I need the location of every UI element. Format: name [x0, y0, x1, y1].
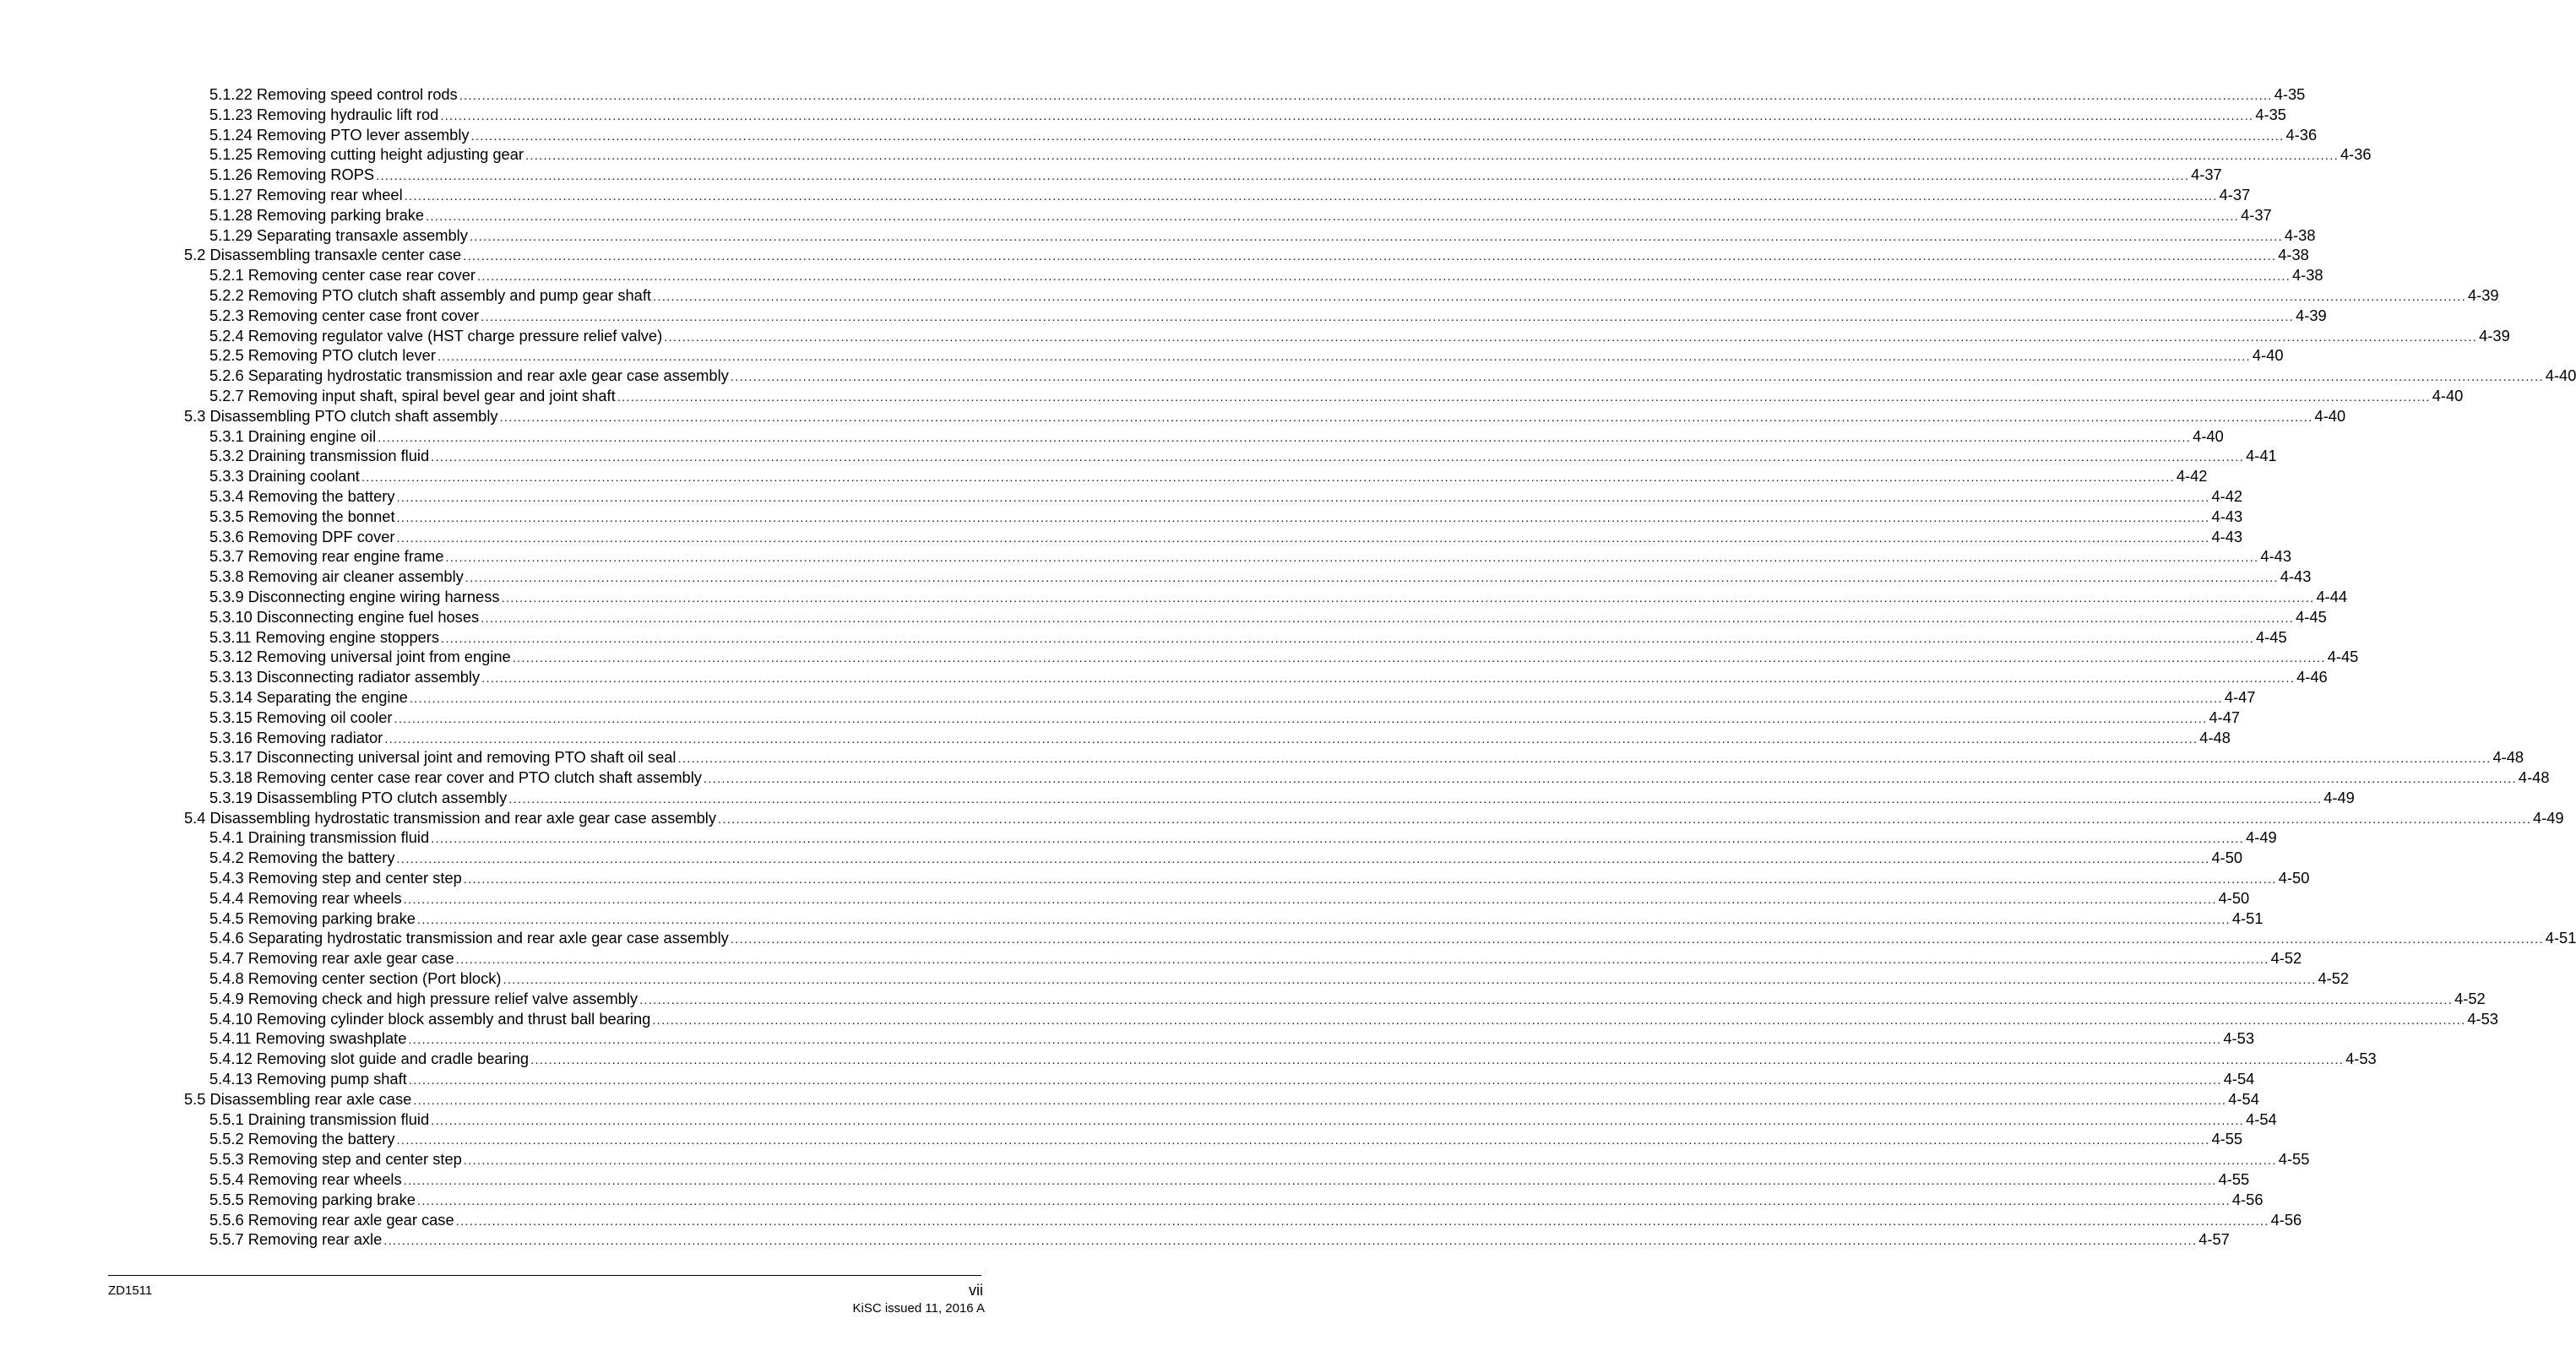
toc-dot-leader: ................................................................................................................................................................................................................................................................................................................................................................................................................: [396, 852, 2210, 867]
toc-subsection-entry[interactable]: [184, 144, 2372, 165]
toc-subsection-entry[interactable]: [184, 527, 2243, 547]
toc-dot-leader: ................................................................................................................................................................................................................................................................................................................................................................................................................: [469, 229, 2283, 244]
toc-entry-page: 4-48: [2492, 748, 2524, 767]
toc-entry-page: 4-43: [2211, 507, 2243, 525]
toc-dot-leader: ................................................................................................................................................................................................................................................................................................................................................................................................................: [384, 731, 2198, 746]
toc-entry-title: 5.1.22 Removing speed control rods: [209, 85, 458, 103]
toc-dot-leader: ................................................................................................................................................................................................................................................................................................................................................................................................................: [455, 1213, 2269, 1229]
toc-entry-page: 4-45: [2327, 648, 2359, 666]
toc-dot-leader: ................................................................................................................................................................................................................................................................................................................................................................................................................: [652, 289, 2466, 304]
toc-entry-title: 5.4.1 Draining transmission fluid: [209, 828, 430, 847]
footer-page-number: vii: [969, 1282, 983, 1299]
toc-dot-leader: ................................................................................................................................................................................................................................................................................................................................................................................................................: [431, 450, 2245, 465]
toc-subsection-entry[interactable]: [184, 1210, 2302, 1230]
toc-subsection-entry[interactable]: [184, 84, 2306, 105]
toc-entry-title: 5.5.3 Removing step and center step: [209, 1150, 462, 1169]
toc-entry-page: 4-55: [2211, 1130, 2243, 1148]
toc-dot-leader: ................................................................................................................................................................................................................................................................................................................................................................................................................: [396, 530, 2210, 545]
toc-subsection-entry[interactable]: [184, 728, 2231, 748]
toc-subsection-entry[interactable]: [184, 687, 2256, 708]
toc-subsection-entry[interactable]: [184, 928, 2576, 948]
toc-entry-title: 5.2.3 Removing center case front cover: [209, 306, 480, 324]
toc-dot-leader: ................................................................................................................................................................................................................................................................................................................................................................................................................: [499, 410, 2313, 425]
toc-entry-title: 5.5.7 Removing rear axle: [209, 1230, 383, 1249]
toc-entry-page: 4-35: [2274, 85, 2306, 103]
toc-dot-leader: ................................................................................................................................................................................................................................................................................................................................................................................................................: [396, 490, 2210, 505]
toc-dot-leader: ................................................................................................................................................................................................................................................................................................................................................................................................................: [431, 1113, 2245, 1128]
toc-subsection-entry[interactable]: [184, 567, 2312, 587]
toc-entry-title: 5.5.6 Removing rear axle gear case: [209, 1210, 454, 1229]
toc-subsection-entry[interactable]: [184, 326, 2510, 346]
toc-entry-page: 4-48: [2199, 728, 2231, 746]
toc-entry-title: 5.4.6 Separating hydrostatic transmission and rear axle gear case assembly: [209, 929, 729, 947]
toc-entry-page: 4-37: [2191, 165, 2222, 184]
toc-entry-page: 4-41: [2246, 447, 2277, 465]
toc-entry-title: 5.4.8 Removing center section (Port block): [209, 969, 502, 988]
toc-entry-title: 5.4.3 Removing step and center step: [209, 869, 462, 887]
toc-entry-title: 5.3.18 Removing center case rear cover and PTO clutch shaft assembly: [209, 768, 702, 787]
toc-entry-page: 4-53: [2345, 1050, 2377, 1068]
toc-subsection-entry[interactable]: [184, 708, 2241, 728]
toc-subsection-entry[interactable]: [184, 366, 2576, 386]
toc-entry-title: 5.1.28 Removing parking brake: [209, 205, 425, 224]
toc-entry-title: 5.3.17 Disconnecting universal joint and removing PTO shaft oil seal: [209, 748, 677, 767]
toc-dot-leader: ................................................................................................................................................................................................................................................................................................................................................................................................................: [404, 188, 2218, 203]
toc-subsection-entry[interactable]: [184, 225, 2316, 246]
toc-entry-title: 5.5.5 Removing parking brake: [209, 1190, 416, 1208]
toc-entry-title: 5.3.10 Disconnecting engine fuel hoses: [209, 607, 480, 626]
toc-subsection-entry[interactable]: [184, 285, 2499, 306]
toc-entry-page: 4-54: [2246, 1110, 2277, 1128]
toc-dot-leader: ................................................................................................................................................................................................................................................................................................................................................................................................................: [376, 169, 2190, 184]
toc-subsection-entry[interactable]: [184, 507, 2243, 527]
toc-entry-title: 5.2.2 Removing PTO clutch shaft assembly and pump gear shaft: [209, 285, 651, 304]
toc-dot-leader: ................................................................................................................................................................................................................................................................................................................................................................................................................: [445, 551, 2259, 566]
toc-entry-page: 4-45: [2256, 627, 2287, 646]
toc-subsection-entry[interactable]: [184, 768, 2550, 788]
toc-subsection-entry[interactable]: [184, 466, 2208, 486]
toc-subsection-entry[interactable]: [184, 827, 2277, 848]
toc-dot-leader: ................................................................................................................................................................................................................................................................................................................................................................................................................: [463, 1153, 2277, 1169]
toc-entry-title: 5.5.2 Removing the battery: [209, 1130, 395, 1148]
toc-entry-page: 4-50: [2278, 869, 2310, 887]
toc-entry-page: 4-43: [2280, 567, 2312, 586]
toc-entry-title: 5.2.6 Separating hydrostatic transmission and rear axle gear case assembly: [209, 366, 729, 385]
toc-entry-page: 4-40: [2193, 426, 2224, 445]
toc-dot-leader: ................................................................................................................................................................................................................................................................................................................................................................................................................: [455, 952, 2269, 968]
toc-entry-page: 4-43: [2260, 547, 2292, 566]
toc-entry-title: 5.1.23 Removing hydraulic lift rod: [209, 105, 439, 123]
toc-entry-page: 4-37: [2219, 185, 2251, 203]
toc-entry-title: 5.3.14 Separating the engine: [209, 687, 408, 706]
toc-entry-title: 5.1.29 Separating transaxle assembly: [209, 225, 468, 244]
toc-entry-title: 5.5.1 Draining transmission fluid: [209, 1110, 430, 1128]
toc-entry-page: 4-40: [2432, 386, 2464, 404]
toc-entry-page: 4-39: [2467, 285, 2499, 304]
toc-subsection-entry[interactable]: [184, 125, 2318, 145]
toc-entry-page: 4-37: [2241, 205, 2272, 224]
toc-subsection-entry[interactable]: [184, 888, 2250, 909]
toc-dot-leader: ................................................................................................................................................................................................................................................................................................................................................................................................................: [441, 631, 2255, 646]
toc-entry-page: 4-50: [2211, 849, 2243, 867]
toc-entry-title: 5.3.13 Disconnecting radiator assembly: [209, 668, 481, 686]
toc-entry-title: 5.3.9 Disconnecting engine wiring harness: [209, 587, 500, 605]
toc-entry-page: 4-48: [2518, 768, 2550, 787]
toc-dot-leader: ................................................................................................................................................................................................................................................................................................................................................................................................................: [408, 1033, 2222, 1048]
toc-entry-title: 5.1.24 Removing PTO lever assembly: [209, 125, 470, 144]
toc-entry-page: 4-40: [2252, 346, 2284, 365]
toc-subsection-entry[interactable]: [184, 667, 2328, 687]
toc-entry-title: 5.3 Disassembling PTO clutch shaft assembly: [184, 406, 498, 425]
toc-subsection-entry[interactable]: [184, 989, 2486, 1009]
toc-entry-page: 4-38: [2278, 246, 2309, 264]
toc-subsection-entry[interactable]: [184, 105, 2286, 125]
toc-dot-leader: ................................................................................................................................................................................................................................................................................................................................................................................................................: [481, 610, 2295, 626]
toc-entry-title: 5.3.12 Removing universal joint from engine: [209, 648, 511, 666]
toc-subsection-entry[interactable]: [184, 185, 2251, 205]
toc-dot-leader: ................................................................................................................................................................................................................................................................................................................................................................................................................: [463, 872, 2277, 887]
toc-entry-page: 4-36: [2340, 145, 2372, 164]
toc-entry-page: 4-35: [2255, 105, 2286, 123]
toc-entry-page: 4-38: [2292, 266, 2323, 285]
toc-dot-leader: ................................................................................................................................................................................................................................................................................................................................................................................................................: [396, 510, 2210, 525]
toc-entry-page: 4-42: [2211, 486, 2243, 505]
toc-dot-leader: ................................................................................................................................................................................................................................................................................................................................................................................................................: [508, 791, 2323, 806]
toc-dot-leader: ................................................................................................................................................................................................................................................................................................................................................................................................................: [730, 932, 2544, 947]
toc-entry-title: 5.3.3 Draining coolant: [209, 467, 360, 486]
toc-dot-leader: ................................................................................................................................................................................................................................................................................................................................................................................................................: [437, 350, 2251, 365]
toc-entry-title: 5.3.16 Removing radiator: [209, 728, 383, 746]
footer-issue-note: KiSC issued 11, 2016 A: [852, 1301, 985, 1316]
toc-entry-title: 5.2.5 Removing PTO clutch lever: [209, 346, 436, 365]
toc-subsection-entry[interactable]: [184, 1190, 2264, 1210]
toc-section-entry[interactable]: [184, 808, 2564, 828]
toc-entry-title: 5.3.19 Disassembling PTO clutch assembly: [209, 788, 508, 806]
toc-entry-page: 4-53: [2467, 1009, 2498, 1028]
toc-entry-title: 5.4.13 Removing pump shaft: [209, 1070, 407, 1088]
toc-dot-leader: ................................................................................................................................................................................................................................................................................................................................................................................................................: [431, 832, 2245, 847]
toc-entry-page: 4-51: [2231, 909, 2264, 927]
toc-entry-page: 4-43: [2211, 527, 2243, 545]
toc-entry-title: 5.2 Disassembling transaxle center case: [184, 246, 462, 264]
toc-entry-title: 5.4.11 Removing swashplate: [209, 1029, 407, 1048]
toc-subsection-entry[interactable]: [184, 306, 2327, 326]
toc-subsection-entry[interactable]: [184, 1229, 2230, 1250]
toc-subsection-entry[interactable]: [184, 788, 2355, 808]
toc-entry-page: 4-55: [2218, 1170, 2250, 1189]
toc-entry-title: 5.4.5 Removing parking brake: [209, 909, 416, 927]
toc-dot-leader: ................................................................................................................................................................................................................................................................................................................................................................................................................: [403, 892, 2217, 907]
toc-dot-leader: ................................................................................................................................................................................................................................................................................................................................................................................................................: [426, 209, 2240, 224]
toc-entry-title: 5.3.6 Removing DPF cover: [209, 527, 395, 545]
footer-divider: [108, 1275, 981, 1276]
toc-entry-page: 4-55: [2278, 1150, 2310, 1169]
toc-entry-page: 4-38: [2284, 225, 2316, 244]
toc-entry-page: 4-45: [2296, 607, 2327, 626]
toc-dot-leader: ................................................................................................................................................................................................................................................................................................................................................................................................................: [470, 128, 2285, 144]
toc-entry-page: 4-52: [2270, 949, 2302, 968]
toc-entry-title: 5.4.9 Removing check and high pressure relief valve assembly: [209, 989, 639, 1007]
toc-entry-title: 5.2.7 Removing input shaft, spiral bevel gear and joint shaft: [209, 386, 616, 404]
toc-dot-leader: ................................................................................................................................................................................................................................................................................................................................................................................................................: [416, 1193, 2231, 1208]
toc-entry-title: 5.1.25 Removing cutting height adjusting gear: [209, 145, 524, 164]
toc-dot-leader: ................................................................................................................................................................................................................................................................................................................................................................................................................: [730, 370, 2544, 385]
toc-subsection-entry[interactable]: [184, 546, 2292, 567]
toc-entry-page: 4-49: [2323, 788, 2355, 806]
toc-entry-title: 5.4.7 Removing rear axle gear case: [209, 949, 454, 968]
toc-dot-leader: ................................................................................................................................................................................................................................................................................................................................................................................................................: [652, 1012, 2466, 1028]
toc-entry-title: 5.3.11 Removing engine stoppers: [209, 627, 440, 646]
toc-subsection-entry[interactable]: [184, 1149, 2310, 1169]
toc-dot-leader: ................................................................................................................................................................................................................................................................................................................................................................................................................: [378, 430, 2192, 445]
toc-dot-leader: ................................................................................................................................................................................................................................................................................................................................................................................................................: [524, 149, 2339, 164]
toc-dot-leader: ................................................................................................................................................................................................................................................................................................................................................................................................................: [530, 1053, 2345, 1068]
toc-entry-title: 5.1.27 Removing rear wheel: [209, 185, 403, 203]
toc-entry-page: 4-42: [2176, 467, 2208, 486]
toc-entry-title: 5.4.2 Removing the battery: [209, 849, 395, 867]
toc-entry-page: 4-52: [2318, 969, 2350, 988]
toc-entry-title: 5.3.15 Removing oil cooler: [209, 708, 393, 726]
toc-dot-leader: ................................................................................................................................................................................................................................................................................................................................................................................................................: [703, 772, 2517, 787]
toc-subsection-entry[interactable]: [184, 587, 2348, 607]
toc-dot-leader: ................................................................................................................................................................................................................................................................................................................................................................................................................: [477, 269, 2291, 285]
toc-subsection-entry[interactable]: [184, 909, 2264, 929]
toc-subsection-entry[interactable]: [184, 968, 2350, 989]
toc-subsection-entry[interactable]: [184, 747, 2524, 768]
toc-entry-title: 5.4.12 Removing slot guide and cradle bearing: [209, 1050, 530, 1068]
toc-entry-title: 5.3.1 Draining engine oil: [209, 426, 377, 445]
toc-subsection-entry[interactable]: [184, 426, 2224, 447]
toc-subsection-entry[interactable]: [184, 1129, 2243, 1149]
toc-entry-page: 4-49: [2532, 808, 2564, 827]
toc-subsection-entry[interactable]: [184, 345, 2284, 366]
toc-subsection-entry[interactable]: [184, 446, 2277, 466]
toc-dot-leader: ................................................................................................................................................................................................................................................................................................................................................................................................................: [440, 108, 2254, 123]
toc-subsection-entry[interactable]: [184, 486, 2243, 507]
toc-dot-leader: ................................................................................................................................................................................................................................................................................................................................................................................................................: [664, 329, 2478, 345]
toc-subsection-entry[interactable]: [184, 1110, 2277, 1130]
toc-dot-leader: ................................................................................................................................................................................................................................................................................................................................................................................................................: [394, 711, 2208, 726]
toc-subsection-entry[interactable]: [184, 265, 2323, 285]
footer-doc-code: ZD1511: [108, 1283, 153, 1298]
toc-dot-leader: ................................................................................................................................................................................................................................................................................................................................................................................................................: [361, 470, 2175, 486]
toc-entry-title: 5.5.4 Removing rear wheels: [209, 1170, 402, 1189]
toc-subsection-entry[interactable]: [184, 1069, 2255, 1089]
toc-entry-page: 4-44: [2316, 587, 2348, 605]
toc-entry-page: 4-57: [2198, 1230, 2230, 1249]
toc-dot-leader: ................................................................................................................................................................................................................................................................................................................................................................................................................: [717, 811, 2531, 827]
toc-entry-page: 4-40: [2314, 406, 2346, 425]
toc-section-entry[interactable]: [184, 1089, 2259, 1110]
toc-dot-leader: ................................................................................................................................................................................................................................................................................................................................................................................................................: [481, 671, 2296, 686]
toc-subsection-entry[interactable]: [184, 205, 2272, 225]
table-of-contents: [184, 84, 2576, 1250]
toc-dot-leader: ................................................................................................................................................................................................................................................................................................................................................................................................................: [617, 389, 2431, 404]
toc-entry-title: 5.3.4 Removing the battery: [209, 486, 395, 505]
toc-entry-page: 4-56: [2231, 1190, 2264, 1208]
toc-section-entry[interactable]: [184, 245, 2309, 265]
toc-dot-leader: ................................................................................................................................................................................................................................................................................................................................................................................................................: [413, 1093, 2227, 1108]
toc-entry-title: 5.3.2 Draining transmission fluid: [209, 447, 430, 465]
toc-entry-page: 4-49: [2246, 828, 2277, 847]
toc-dot-leader: ................................................................................................................................................................................................................................................................................................................................................................................................................: [459, 89, 2273, 103]
toc-entry-page: 4-54: [2228, 1089, 2259, 1108]
toc-dot-leader: ................................................................................................................................................................................................................................................................................................................................................................................................................: [465, 571, 2279, 586]
toc-dot-leader: ................................................................................................................................................................................................................................................................................................................................................................................................................: [501, 590, 2315, 605]
toc-subsection-entry[interactable]: [184, 848, 2243, 868]
toc-dot-leader: ................................................................................................................................................................................................................................................................................................................................................................................................................: [409, 691, 2223, 706]
toc-entry-page: 4-36: [2285, 125, 2318, 144]
toc-subsection-entry[interactable]: [184, 607, 2327, 627]
toc-entry-page: 4-47: [2224, 687, 2256, 706]
toc-entry-page: 4-50: [2218, 888, 2250, 907]
toc-dot-leader: ................................................................................................................................................................................................................................................................................................................................................................................................................: [396, 1133, 2210, 1148]
toc-dot-leader: ................................................................................................................................................................................................................................................................................................................................................................................................................: [512, 651, 2326, 666]
toc-dot-leader: ................................................................................................................................................................................................................................................................................................................................................................................................................: [639, 992, 2454, 1007]
toc-entry-page: 4-40: [2545, 366, 2576, 385]
toc-dot-leader: ................................................................................................................................................................................................................................................................................................................................................................................................................: [503, 973, 2317, 988]
toc-entry-title: 5.4 Disassembling hydrostatic transmission and rear axle gear case assembly: [184, 808, 716, 827]
toc-dot-leader: ................................................................................................................................................................................................................................................................................................................................................................................................................: [677, 751, 2492, 767]
toc-entry-title: 5.1.26 Removing ROPS: [209, 165, 375, 184]
toc-entry-page: 4-54: [2223, 1070, 2255, 1088]
toc-subsection-entry[interactable]: [184, 1049, 2377, 1069]
toc-dot-leader: ................................................................................................................................................................................................................................................................................................................................................................................................................: [463, 249, 2277, 264]
toc-entry-title: 5.2.1 Removing center case rear cover: [209, 266, 476, 285]
toc-entry-page: 4-56: [2270, 1210, 2302, 1229]
toc-dot-leader: ................................................................................................................................................................................................................................................................................................................................................................................................................: [383, 1234, 2198, 1249]
toc-subsection-entry[interactable]: [184, 627, 2287, 648]
toc-dot-leader: ................................................................................................................................................................................................................................................................................................................................................................................................................: [408, 1073, 2222, 1088]
toc-entry-page: 4-51: [2545, 929, 2576, 947]
toc-entry-title: 5.4.10 Removing cylinder block assembly and thrust ball bearing: [209, 1009, 651, 1028]
toc-dot-leader: ................................................................................................................................................................................................................................................................................................................................................................................................................: [403, 1174, 2217, 1189]
toc-dot-leader: ................................................................................................................................................................................................................................................................................................................................................................................................................: [416, 912, 2231, 927]
toc-subsection-entry[interactable]: [184, 647, 2359, 667]
toc-entry-title: 5.3.8 Removing air cleaner assembly: [209, 567, 464, 586]
toc-section-entry[interactable]: [184, 406, 2346, 426]
toc-entry-title: 5.4.4 Removing rear wheels: [209, 888, 402, 907]
toc-dot-leader: ................................................................................................................................................................................................................................................................................................................................................................................................................: [481, 309, 2295, 324]
toc-subsection-entry[interactable]: [184, 868, 2310, 888]
toc-entry-page: 4-46: [2296, 668, 2328, 686]
toc-entry-title: 5.3.7 Removing rear engine frame: [209, 547, 444, 566]
toc-entry-page: 4-39: [2479, 326, 2510, 345]
toc-entry-page: 4-47: [2209, 708, 2241, 726]
toc-entry-page: 4-53: [2223, 1029, 2254, 1048]
toc-entry-page: 4-39: [2296, 306, 2327, 324]
toc-subsection-entry[interactable]: [184, 386, 2464, 406]
toc-subsection-entry[interactable]: [184, 1009, 2498, 1029]
toc-entry-title: 5.2.4 Removing regulator valve (HST charge pressure relief valve): [209, 326, 663, 345]
toc-subsection-entry[interactable]: [184, 1028, 2254, 1049]
toc-entry-page: 4-52: [2454, 989, 2486, 1007]
toc-entry-title: 5.5 Disassembling rear axle case: [184, 1089, 412, 1108]
toc-entry-title: 5.3.5 Removing the bonnet: [209, 507, 395, 525]
toc-subsection-entry[interactable]: [184, 948, 2302, 968]
toc-subsection-entry[interactable]: [184, 165, 2222, 185]
toc-subsection-entry[interactable]: [184, 1169, 2250, 1190]
